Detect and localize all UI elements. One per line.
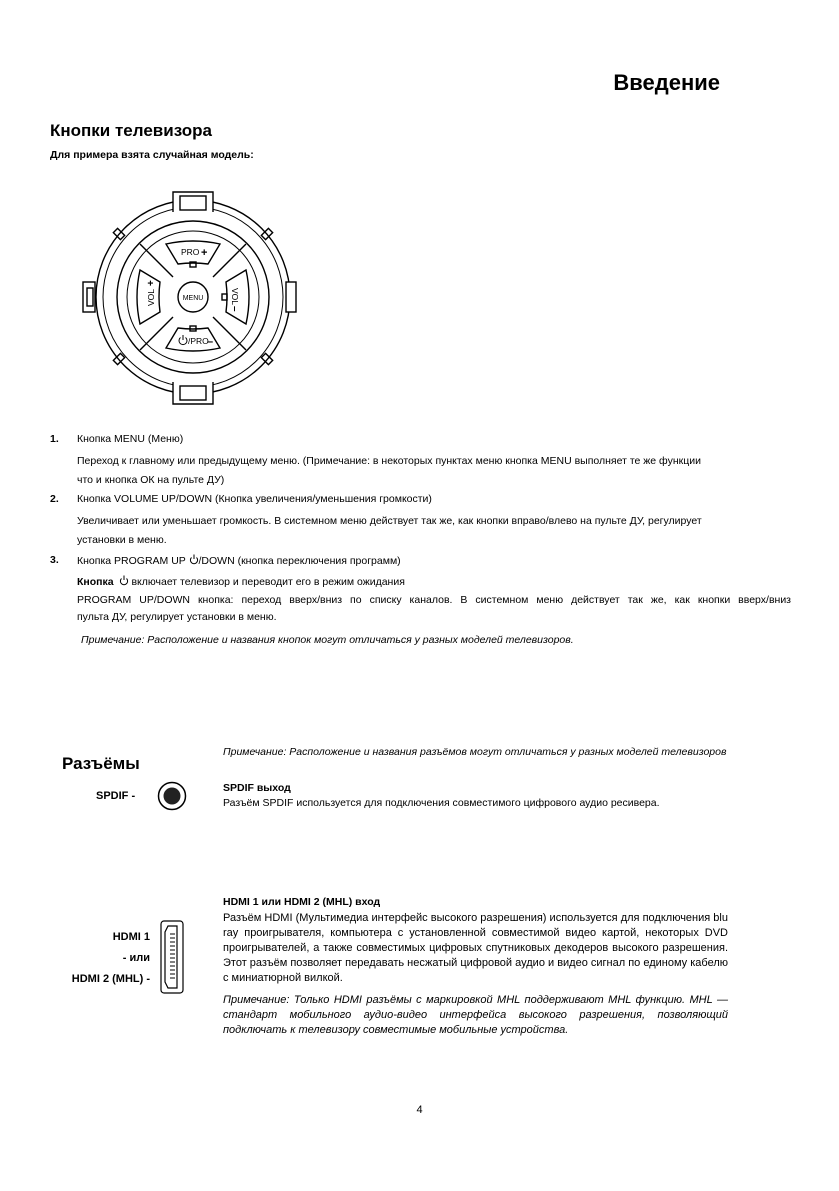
item-2-desc-2: установки в меню. xyxy=(77,534,167,546)
buttons-note: Примечание: Расположение и названия кнопок могут отличаться у разных моделей телевизоров. xyxy=(81,634,574,646)
vol-plus-label: VOL xyxy=(146,288,156,306)
svg-text:+: + xyxy=(201,247,208,259)
item-3-desc-2: пульта ДУ, регулирует установки в меню. xyxy=(77,611,277,623)
item-1-desc-2: что и кнопка ОК на пульте ДУ) xyxy=(77,474,225,486)
hdmi-note: Примечание: Только HDMI разъёмы с маркировкой MHL поддерживают MHL функцию. MHL — стандарт мобильного аудио-видео интерфейса высокого разрешения, позволяющий подключать к телевизору совместимые мобильные устройства. xyxy=(223,994,728,1036)
item-1-title: Кнопка MENU (Меню) xyxy=(77,433,184,445)
hdmi-desc: Разъём HDMI (Мультимедиа интерфейс высокого разрешения) используется для подключения blu ray проигрывателя, компьютера с установленной совместимой видео картой, некоторых DVD проигрывателей, а также совместимых цифровых спутниковых декодеров высокого разрешения. Этот разъём позволяет передавать несжатый цифровой аудио и видео сигнал по единому кабелю с миниатюрной вилкой. xyxy=(223,912,728,984)
ports-note xyxy=(223,746,746,758)
item-2-number: 2. xyxy=(50,493,59,505)
hdmi-label-2: - или xyxy=(122,952,150,964)
ports-note-text: : Расположение и названия разъёмов могут отличаться у разных моделей телевизоров xyxy=(283,746,727,758)
item-3-number: 3. xyxy=(50,554,59,566)
item-2-desc-1: Увеличивает или уменьшает громкость. В системном меню действует так же, как кнопки вправо/влево на пульте ДУ, регулирует xyxy=(77,515,702,527)
ports-title: Разъёмы xyxy=(62,754,140,773)
hdmi-port-icon xyxy=(160,920,184,994)
item-3-desc-1: PROGRAM UP/DOWN кнопка: переход вверх/вниз по списку каналов. В системном меню действует так же, как кнопки вверх/вниз xyxy=(77,594,791,606)
svg-text:+: + xyxy=(146,280,157,286)
page-title: Введение xyxy=(613,70,720,95)
svg-text:–: – xyxy=(229,306,240,312)
item-2-title: Кнопка VOLUME UP/DOWN (Кнопка увеличения/уменьшения громкости) xyxy=(77,493,432,505)
svg-text:–: – xyxy=(207,336,214,348)
hdmi-label-1: HDMI 1 xyxy=(112,931,150,943)
spdif-desc: Разъём SPDIF используется для подключения совместимого цифрового аудио ресивера. xyxy=(223,797,660,809)
hdmi-label-3: HDMI 2 (MHL) - xyxy=(71,973,150,985)
power-icon xyxy=(119,575,129,586)
spdif-heading: SPDIF выход xyxy=(223,782,291,794)
section-subtitle: Для примера взята случайная модель: xyxy=(50,149,254,161)
spdif-label: SPDIF - xyxy=(96,790,136,802)
hdmi-labels xyxy=(54,927,150,990)
spdif-port-icon xyxy=(157,781,187,811)
vol-minus-label: VOL xyxy=(230,288,240,306)
hdmi-heading: HDMI 1 или HDMI 2 (MHL) вход xyxy=(223,896,381,908)
page-number: 4 xyxy=(416,1104,423,1116)
tv-buttons-diagram xyxy=(78,182,304,414)
menu-label: MENU xyxy=(182,295,204,302)
power-button-desc: включает телевизор и переводит его в режим ожидания xyxy=(128,576,405,588)
item-1-number: 1. xyxy=(50,433,59,445)
item-3-title-a: Кнопка PROGRAM UP xyxy=(77,555,189,567)
power-icon xyxy=(189,554,199,565)
power-button-word: Кнопка xyxy=(77,576,114,588)
ports-note-label: Примечание xyxy=(223,746,284,758)
power-pro-minus-label: /PRO xyxy=(188,336,209,346)
pro-plus-label: PRO xyxy=(181,247,200,257)
section-title: Кнопки телевизора xyxy=(50,121,212,140)
item-1-desc-1: Переход к главному или предыдущему меню. (Примечание: в некоторых пунктах меню кнопка MENU выполняет те же функции xyxy=(77,455,701,467)
item-3-title-b: /DOWN (кнопка переключения программ) xyxy=(198,555,401,567)
